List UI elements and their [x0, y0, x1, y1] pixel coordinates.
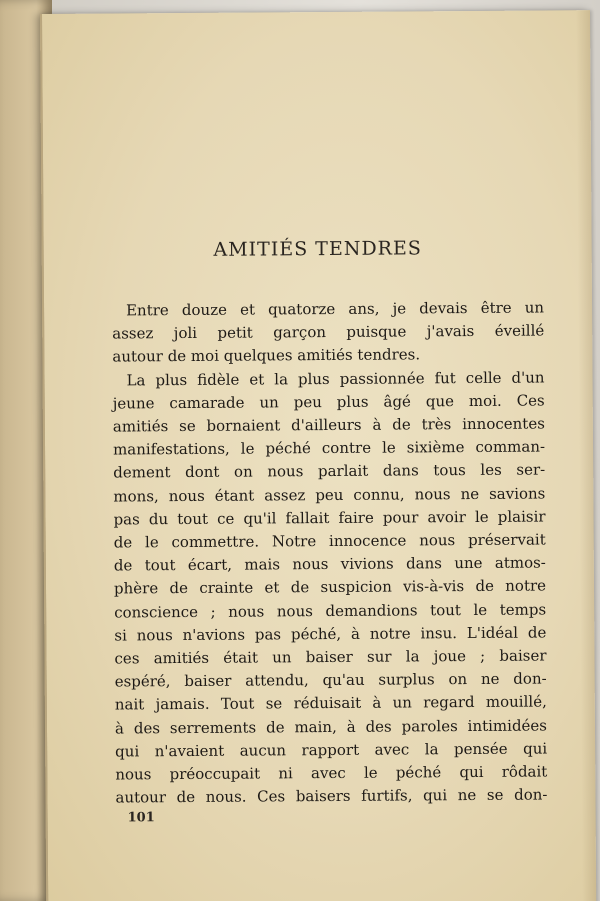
text-line: jeune camarade un peu plus âgé que moi. Ces [112, 391, 545, 413]
text-line: nous préoccupait ni avec le péché qui rôdait [115, 762, 548, 784]
text-line: ces amitiés était un baiser sur la joue ; baiser [114, 646, 547, 668]
text-line: amitiés se bornaient d'ailleurs à de très innocentes [112, 414, 545, 436]
text-line: pas du tout ce qu'il fallait faire pour avoir le plaisir [113, 507, 546, 529]
text-line: de le commettre. Notre innocence nous préservait [113, 530, 546, 552]
text-line: espéré, baiser attendu, qu'au surplus on ne don- [114, 669, 547, 691]
text-line: manifestations, le péché contre le sixième comman- [112, 437, 546, 459]
text-line: phère de crainte et de suspicion vis-à-vis de notre [113, 576, 547, 598]
text-line: nait jamais. Tout se réduisait à un regard mouillé, [114, 692, 547, 714]
text-line: autour de nous. Ces baisers furtifs, qui ne se don- [115, 785, 548, 807]
text-line: dement dont on nous parlait dans tous les ser- [113, 460, 546, 482]
text-line: autour de moi quelques amitiés tendres. [112, 345, 421, 366]
paragraph-1 [112, 296, 544, 369]
text-line: de tout écart, mais nous vivions dans une atmos- [113, 553, 546, 575]
book-page [40, 10, 596, 901]
text-line: assez joli petit garçon puisque j'avais éveillé [112, 321, 545, 343]
text-line: Entre douze et quatorze ans, je devais être un [126, 298, 545, 320]
body-text [112, 296, 548, 809]
text-line: si nous n'avions pas péché, à notre insu. L'idéal de [114, 623, 547, 645]
text-line: à des serrements de main, à des paroles intimidées [114, 716, 548, 738]
text-line: qui n'avaient aucun rapport avec la pensée qui [115, 739, 548, 761]
page-number: 101 [127, 810, 155, 826]
text-line: mons, nous étant assez peu connu, nous ne savions [113, 484, 546, 506]
paragraph-2 [112, 366, 547, 810]
chapter-title: AMITIÉS TENDRES [213, 237, 422, 261]
text-line: La plus fidèle et la plus passionnée fut celle d'un [126, 368, 545, 390]
text-line: conscience ; nous nous demandions tout le temps [114, 600, 547, 622]
